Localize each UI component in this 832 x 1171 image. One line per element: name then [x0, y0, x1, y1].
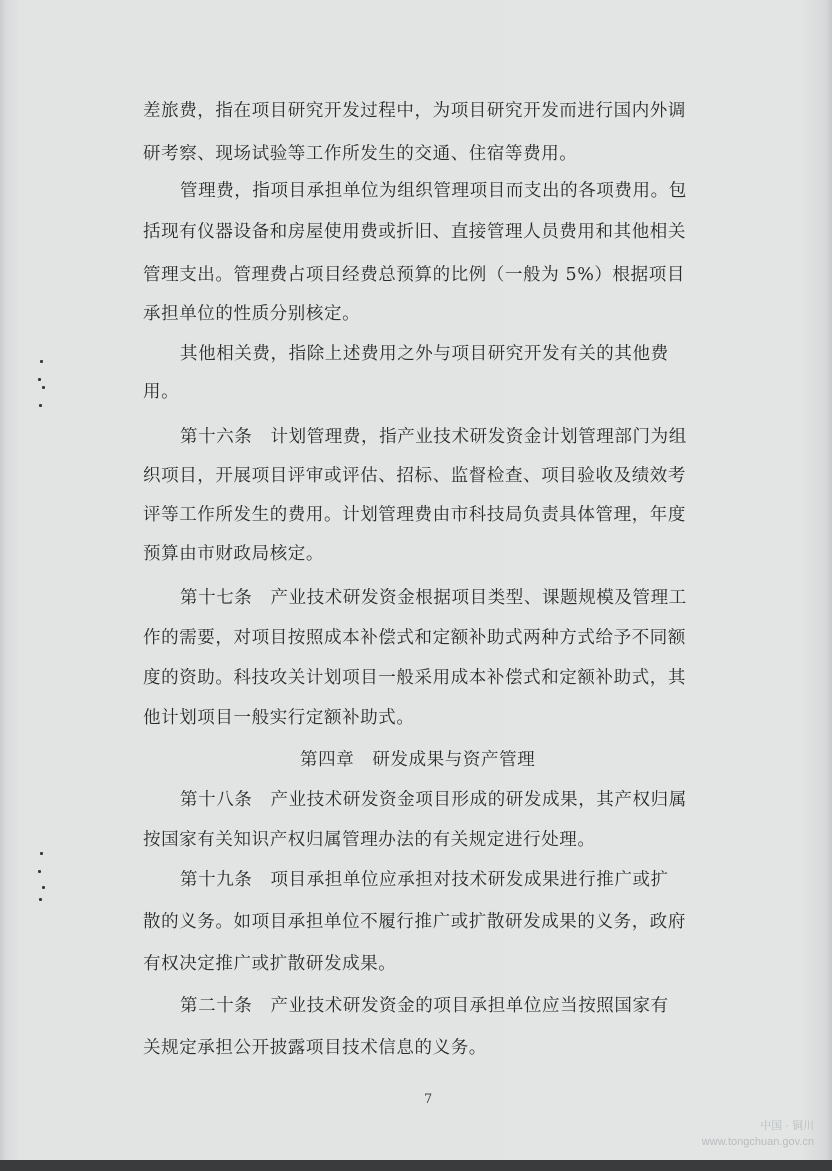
watermark-url: www.tongchuan.gov.cn — [701, 1136, 814, 1148]
text-line: 管理费，指项目承担单位为组织管理项目而支出的各项费用。包 — [180, 181, 687, 201]
binding-mark — [40, 360, 43, 363]
page-number: 7 — [424, 1092, 433, 1107]
text-line: 他计划项目一般实行定额补助式。 — [143, 708, 415, 728]
text-line: 关规定承担公开披露项目技术信息的义务。 — [143, 1038, 487, 1058]
text-line: 第十九条 项目承担单位应承担对技术研发成果进行推广或扩 — [180, 870, 669, 890]
binding-mark — [38, 870, 41, 873]
text-line: 第十六条 计划管理费，指产业技术研发资金计划管理部门为组 — [180, 427, 687, 447]
text-line: 度的资助。科技攻关计划项目一般采用成本补偿式和定额补助式，其 — [143, 668, 686, 688]
text-line: 第十八条 产业技术研发资金项目形成的研发成果，其产权归属 — [180, 790, 687, 810]
chapter-heading: 第四章 研发成果与资产管理 — [300, 750, 536, 770]
binding-mark — [39, 404, 42, 407]
text-line: 评等工作所发生的费用。计划管理费由市科技局负责具体管理，年度 — [143, 505, 686, 525]
text-line: 差旅费，指在项目研究开发过程中，为项目研究开发而进行国内外调 — [143, 101, 686, 121]
text-line: 织项目，开展项目评审或评估、招标、监督检查、项目验收及绩效考 — [143, 466, 686, 486]
text-line: 预算由市财政局核定。 — [143, 544, 324, 564]
scan-edge — [0, 1160, 832, 1171]
binding-mark — [42, 386, 45, 389]
text-line: 括现有仪器设备和房屋使用费或折旧、直接管理人员费用和其他相关 — [143, 222, 686, 242]
text-line: 用。 — [143, 382, 180, 402]
text-line: 其他相关费，指除上述费用之外与项目研究开发有关的其他费 — [180, 344, 669, 364]
watermark-line: 中国 · 铜川 — [760, 1120, 814, 1132]
text-line: 按国家有关知识产权归属管理办法的有关规定进行处理。 — [143, 830, 596, 850]
binding-mark — [38, 378, 41, 381]
site-watermark — [702, 1118, 814, 1150]
text-line: 承担单位的性质分别核定。 — [143, 304, 361, 324]
text-line: 研考察、现场试验等工作所发生的交通、住宿等费用。 — [143, 144, 578, 164]
text-line: 第二十条 产业技术研发资金的项目承担单位应当按照国家有 — [180, 996, 669, 1016]
binding-mark — [42, 886, 45, 889]
text-line: 作的需要，对项目按照成本补偿式和定额补助式两种方式给予不同额 — [143, 628, 686, 648]
text-line: 第十七条 产业技术研发资金根据项目类型、课题规模及管理工 — [180, 588, 687, 608]
binding-mark — [40, 852, 43, 855]
text-line: 散的义务。如项目承担单位不履行推广或扩散研发成果的义务，政府 — [143, 912, 686, 932]
text-line: 有权决定推广或扩散研发成果。 — [143, 954, 397, 974]
binding-mark — [39, 898, 42, 901]
text-line: 管理支出。管理费占项目经费总预算的比例（一般为 5%）根据项目 — [143, 265, 685, 285]
